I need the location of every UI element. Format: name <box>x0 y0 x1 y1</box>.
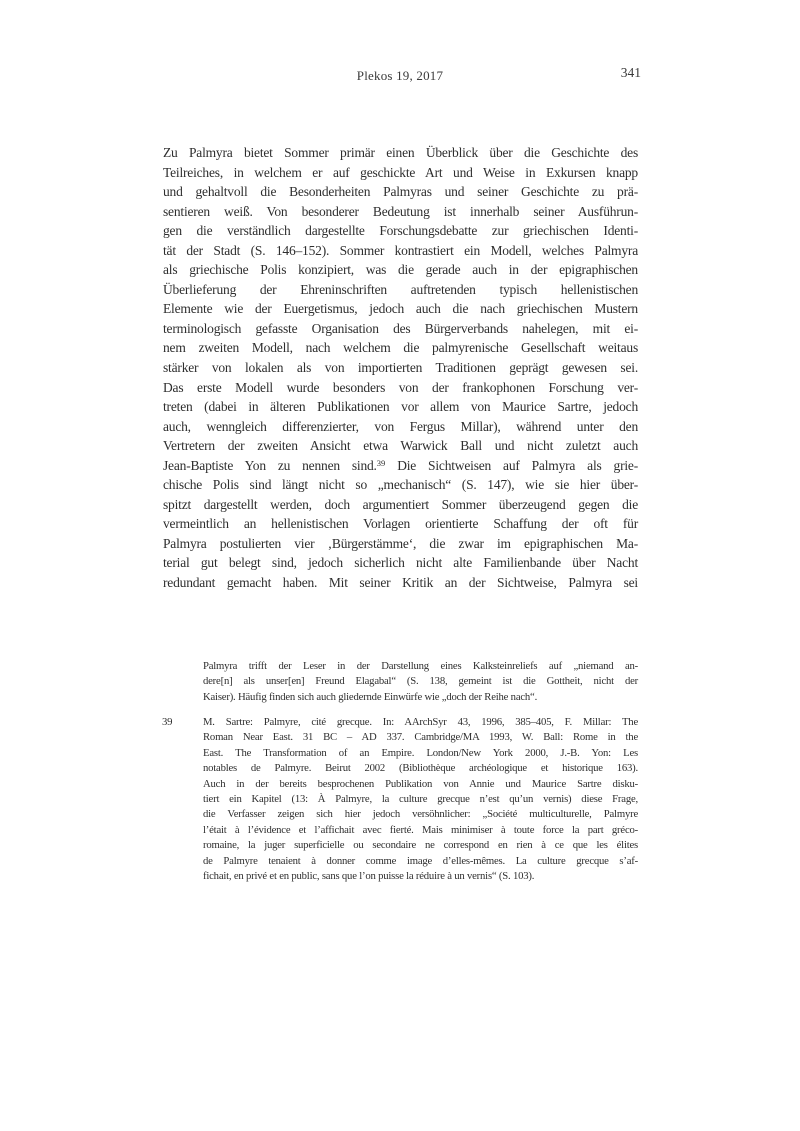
text-line: Überlieferung der Ehreninschriften auftretenden typisch hellenistischen <box>163 281 638 297</box>
text-line: stärker von lokalen als von importierten Traditionen geprägt gewesen sei. <box>163 360 638 376</box>
text-line: Kaiser). Häufig finden sich auch gliedernde Einwürfe wie „doch der Reihe nach“. <box>203 690 538 703</box>
footnote-number: 39 <box>162 716 173 728</box>
text-line: auch, wenngleich differenzierter, von Fergus Millar), während unter den <box>163 418 638 434</box>
text-line: treten (dabei in älteren Publikationen vor allem von Maurice Sartre, jedoch <box>163 399 638 415</box>
text-line: Vertretern der zweiten Ansicht etwa Warwick Ball und nicht zuletzt auch <box>163 438 638 454</box>
text-line: chische Polis sind längt nicht so „mechanisch“ (S. 147), wie sie hier über- <box>163 477 638 493</box>
journal-header: Plekos 19, 2017 <box>356 68 444 83</box>
text-line: terminologisch gefasste Organisation des Bürgerverbands nahelegen, mit ei- <box>163 320 638 336</box>
text-line: redundant gemacht haben. Mit seiner Kritik an der Sichtweise, Palmyra sei <box>163 575 638 591</box>
text-line: Das erste Modell wurde besonders von der frankophonen Forschung ver- <box>163 379 638 395</box>
text-line: notables de Palmyre. Beirut 2002 (Bibliothèque archéologique et historique 163). <box>203 762 638 775</box>
text-line: Roman Near East. 31 BC – AD 337. Cambridge/MA 1993, W. Ball: Rome in the <box>203 731 638 744</box>
text-line: tät der Stadt (S. 146–152). Sommer kontrastiert ein Modell, welches Palmyra <box>163 242 638 258</box>
text-line: l’était à l’évidence et l’affichait avec fierté. Mais minimiser à toute force la part gréco- <box>203 823 638 836</box>
text-line: Palmyra postulierten vier ‚Bürgerstämme‘, die zwar im epigraphischen Ma- <box>163 535 638 551</box>
text-line: Elemente wie der Euergetismus, jedoch auch die nach griechischen Mustern <box>163 301 638 317</box>
text-line: Teilreiches, in welchem er auf geschickte Art und Weise in Exkursen knapp <box>163 164 638 180</box>
text-line: die Verfasser zeigen sich hier jedoch versöhnlicher: „Société multiculturelle, Palmyre <box>203 808 638 821</box>
text-line: gen die verständlich dargestellte Forschungsdebatte zur griechischen Identi- <box>163 223 638 239</box>
text-line: terial gut belegt sind, jedoch sicherlich nicht alte Familienbande über Nacht <box>163 555 638 571</box>
text-line: und gehaltvoll die Besonderheiten Palmyras und seiner Geschichte zu prä- <box>163 184 638 200</box>
footnote-text <box>203 715 638 884</box>
footnote-39 <box>162 715 638 884</box>
text-line: Zu Palmyra bietet Sommer primär einen Überblick über die Geschichte des <box>163 145 638 160</box>
text-line: M. Sartre: Palmyre, cité grecque. In: AArchSyr 43, 1996, 385–405, F. Millar: The <box>203 716 638 728</box>
text-line: dere[n] als unser[en] Freund Elagabal“ (S. 138, gemeint ist die Gottheit, nicht der <box>203 675 638 688</box>
text-line: als griechische Polis konzipiert, was die gerade auch in der epigraphischen <box>163 262 638 278</box>
text-line: romaine, la juger superficielle ou secondaire ne correspond en rien à ce que les élites <box>203 839 638 852</box>
text-line: tiert ein Kapitel (13: À Palmyre, la culture grecque n’est qu’un vernis) diese Frage, <box>203 793 638 806</box>
text-line: East. The Transformation of an Empire. London/New York 2000, J.-B. Yon: Les <box>203 746 638 759</box>
footnote-marker: 39 <box>376 457 386 468</box>
text-line: sentieren weiß. Von besonderer Bedeutung ist innerhalb seiner Ausführun- <box>163 203 638 219</box>
text-line: de Palmyre tenaient à donner comme image d’elles-mêmes. La culture grecque s’af- <box>203 854 638 867</box>
text-line: Jean-Baptiste Yon zu nennen sind.$^{39}$ Die Sichtweisen auf Palmyra als grie- <box>163 457 638 473</box>
body-paragraph <box>163 143 638 593</box>
text-line: nem zweiten Modell, nach welchem die palmyrenische Gesellschaft weitaus <box>163 340 638 356</box>
text-line: Palmyra trifft der Leser in der Darstellung eines Kalksteinreliefs auf „niemand an- <box>203 660 638 672</box>
text-line: Auch in der bereits besprochenen Publikation von Annie und Maurice Sartre disku- <box>203 777 638 790</box>
text-line: fichait, en privé et en public, sans que l’on puisse la réduire à un vernis“ (S. 103). <box>203 870 535 883</box>
footnote-continuation <box>203 659 638 705</box>
text-line: spitzt dargestellt werden, doch argumentiert Sommer überzeugend gegen die <box>163 496 638 512</box>
text-line: vermeintlich an hellenistischen Vorlagen orientierte Schaffung der oft für <box>163 516 638 532</box>
page-number: 341 <box>620 65 641 80</box>
